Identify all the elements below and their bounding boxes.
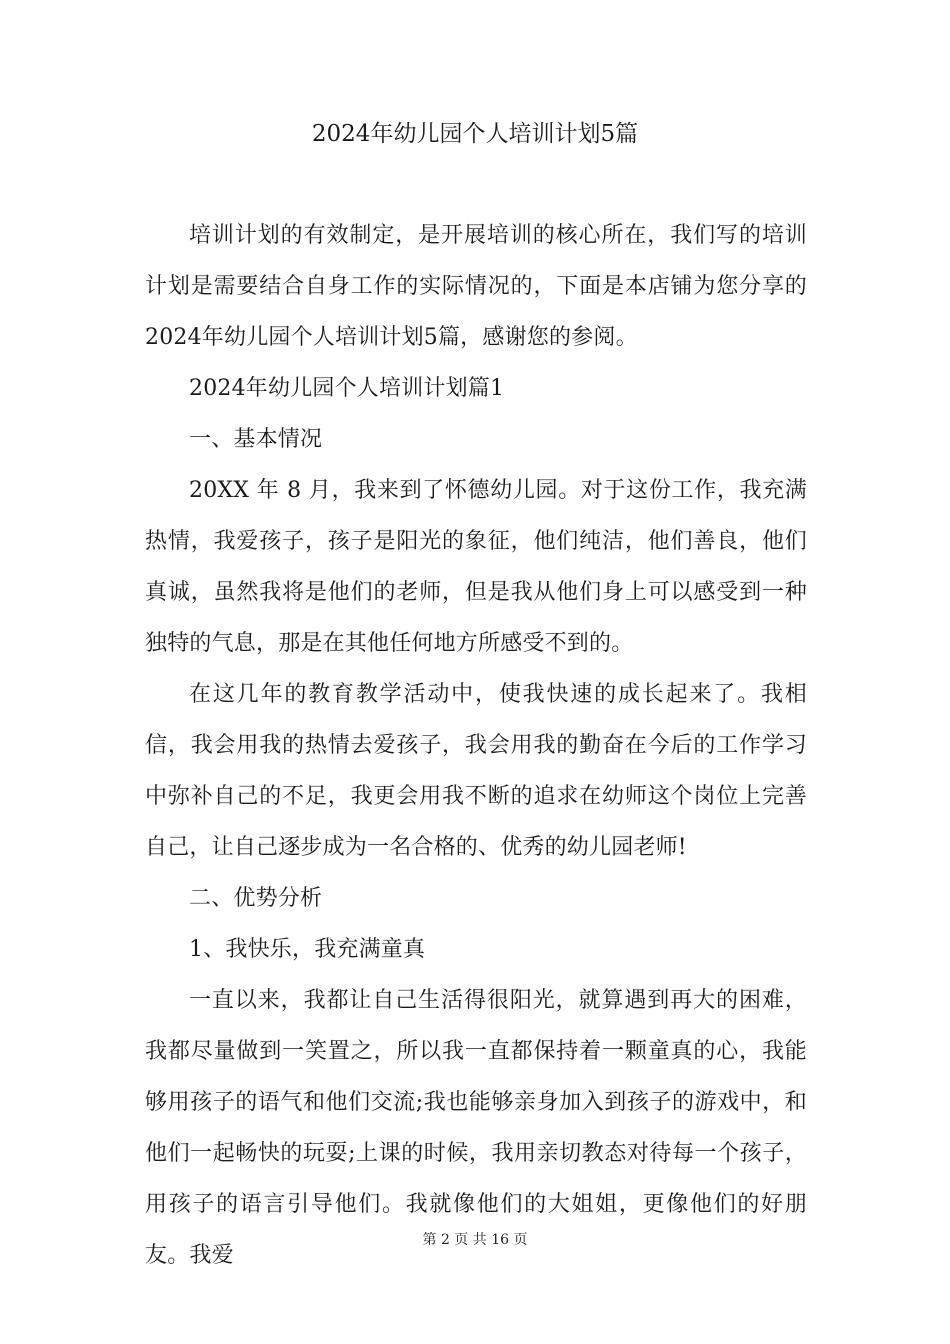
document-title: 2024年幼儿园个人培训计划5篇 xyxy=(311,121,639,147)
heading-advantage-analysis: 二、优势分析 xyxy=(189,886,323,911)
intro-paragraph: 培训计划的有效制定，是开展培训的核心所在，我们写的培训计划是需要结合自身工作的实际情况的，下面是本店铺为您分享的2024年幼儿园个人培训计划5篇，感谢您的参阅。 xyxy=(145,223,807,350)
heading-basic-situation: 一、基本情况 xyxy=(189,427,323,452)
subheading-happy: 1、我快乐，我充满童真 xyxy=(189,937,426,962)
growth-paragraph: 在这几年的教育教学活动中，使我快速的成长起来了。我相信，我会用我的热情去爱孩子，我会用我的勤奋在今后的工作学习中弥补自己的不足，我更会用我不断的追求在幼师这个岗位上完善自己，让自己逐步成为一名合格的、优秀的幼儿园老师! xyxy=(145,682,807,860)
basic-situation-paragraph: 20XX 年 8 月，我来到了怀德幼儿园。对于这份工作，我充满热情，我爱孩子，孩子是阳光的象征，他们纯洁，他们善良，他们真诚，虽然我将是他们的老师，但是我从他们身上可以感受到一种独特的气息，那是在其他任何地方所感受不到的。 xyxy=(145,478,807,656)
happy-paragraph: 一直以来，我都让自己生活得很阳光，就算遇到再大的困难，我都尽量做到一笑置之，所以我一直都保持着一颗童真的心，我能够用孩子的语气和他们交流;我也能够亲身加入到孩子的游戏中，和他们一起畅快的玩耍;上课的时候，我用亲切教态对待每一个孩子，用孩子的语言引导他们。我就像他们的大姐姐，更像他们的好朋友。我爱 xyxy=(145,988,807,1268)
page-footer: 第 2 页 共 16 页 xyxy=(422,1232,528,1248)
document-body xyxy=(145,210,807,1281)
section-heading-part1: 2024年幼儿园个人培训计划篇1 xyxy=(189,376,505,401)
